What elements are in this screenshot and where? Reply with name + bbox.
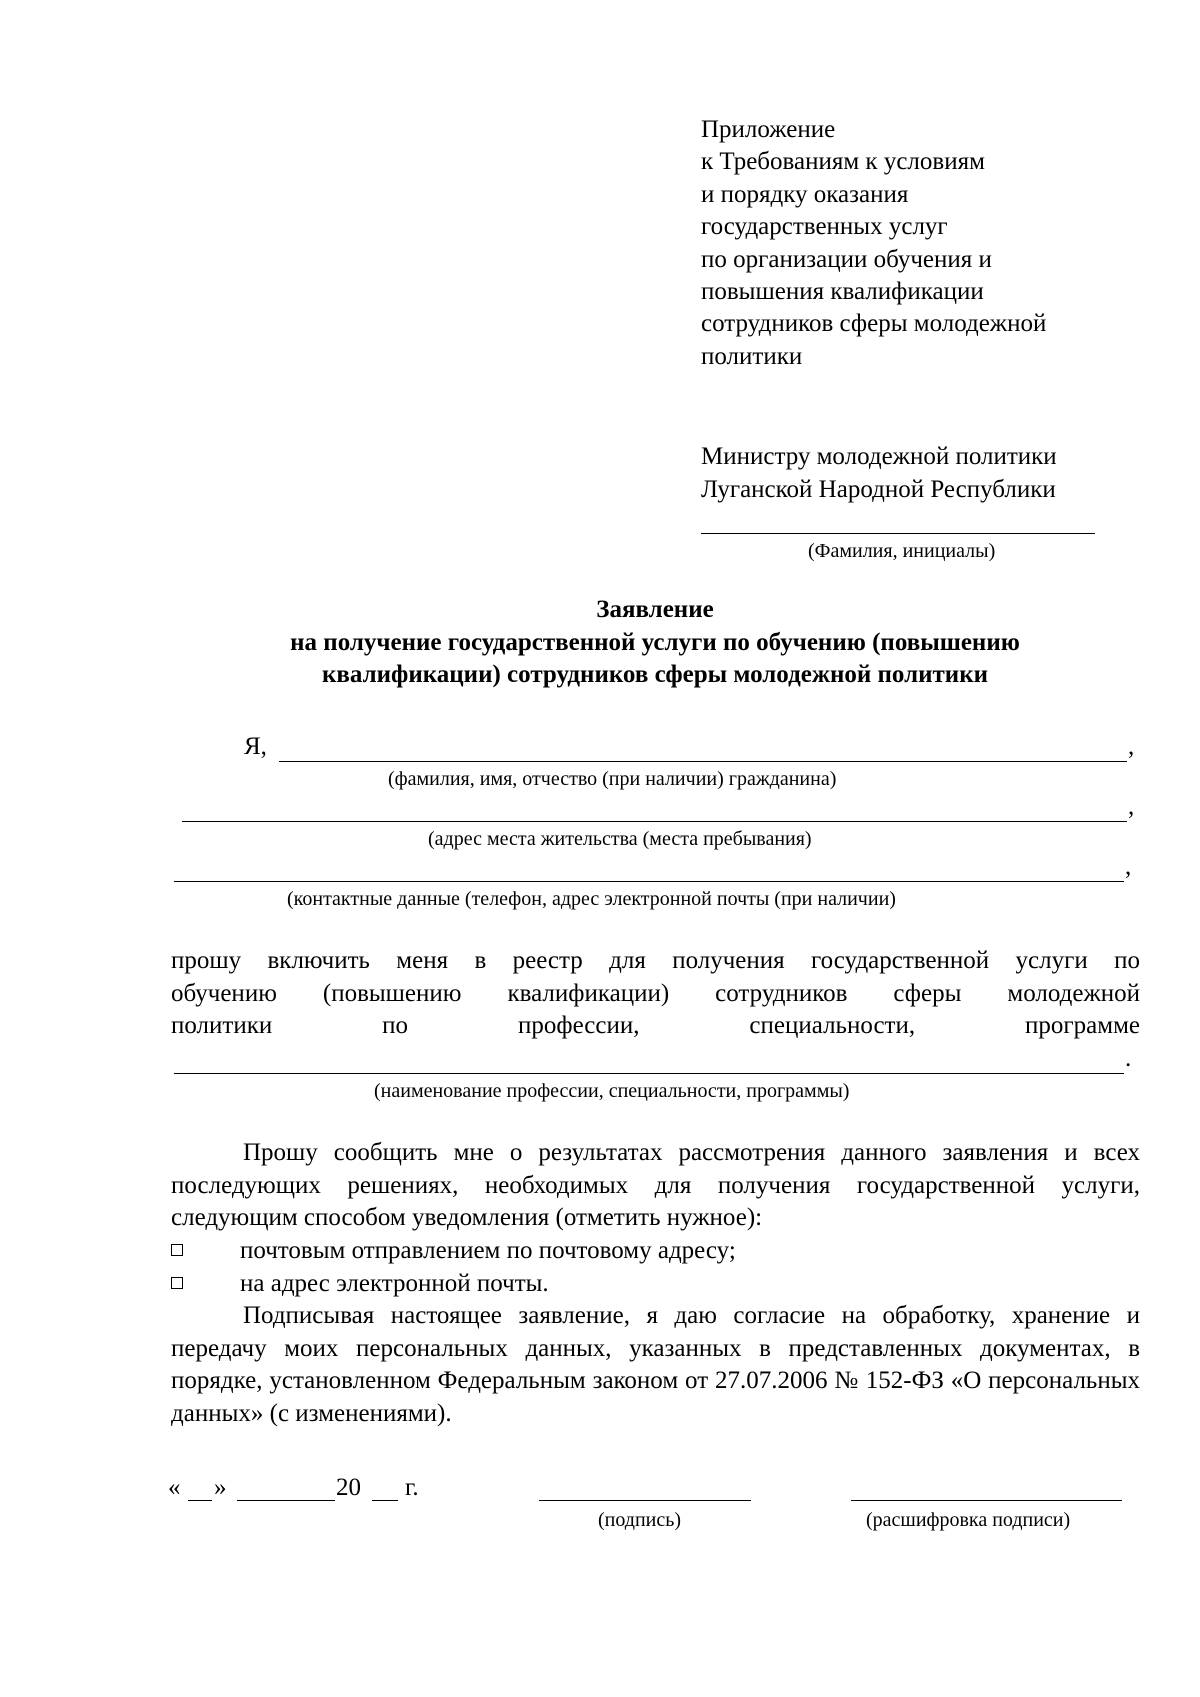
year-suffix: г.: [405, 1474, 419, 1501]
address-field[interactable]: [182, 821, 1127, 822]
applicant-prefix: Я,: [244, 733, 267, 760]
appendix-line: Приложение: [701, 116, 836, 143]
title-heading: Заявление: [596, 596, 714, 623]
period: .: [1125, 1045, 1132, 1072]
request-line: обучению (повышению квалификации) сотрудников сферы молодежной: [171, 979, 1140, 1007]
program-caption: (наименование профессии, специальности, программы): [374, 1080, 850, 1102]
comma: ,: [1125, 853, 1132, 880]
day-field[interactable]: [188, 1500, 212, 1501]
addressee-line: Министру молодежной политики: [701, 443, 1057, 470]
document-title: [170, 594, 1140, 692]
quote-close: »: [214, 1474, 227, 1501]
appendix-line: и порядку оказания: [701, 180, 909, 208]
addressee-block: [701, 440, 1057, 506]
program-field[interactable]: [174, 1073, 1124, 1074]
address-caption: (адрес места жительства (места пребывания): [428, 828, 812, 850]
appendix-line: государственных услуг: [701, 213, 948, 241]
addressee-line: Луганской Народной Республики: [701, 476, 1056, 503]
name-caption: (фамилия, имя, отчество (при наличии) гражданина): [388, 768, 837, 790]
applicant-name-field[interactable]: [279, 761, 1127, 762]
contacts-caption: (контактные данные (телефон, адрес электронной почты (при наличии): [287, 888, 896, 910]
option-postal[interactable]: [171, 1235, 736, 1267]
title-subtitle-line: квалификации) сотрудников сферы молодежной политики: [321, 661, 988, 688]
comma: ,: [1128, 793, 1135, 820]
month-field[interactable]: [237, 1500, 335, 1501]
notification-paragraph: Прошу сообщить мне о результатах рассмотрения данного заявления и всех последующих решениях, необходимых для получения государственной услуги, следующим способом уведомления (отметить нужное):: [171, 1139, 1140, 1231]
quote-open: «: [168, 1474, 181, 1501]
addressee-caption: (Фамилия, инициалы): [808, 540, 996, 562]
title-subtitle-line: на получение государственной услуги по обучению (повышению: [290, 628, 1020, 656]
decoding-caption: (расшифровка подписи): [866, 1509, 1071, 1531]
consent-paragraph: Подписывая настоящее заявление, я даю согласие на обработку, хранение и передачу моих персональных данных, указанных в представленных документах, в порядке, установленном Федеральным законом от 27.07.2006 № 152-ФЗ «О персональных данных» (с изменениями).: [171, 1302, 1140, 1427]
contacts-field[interactable]: [174, 881, 1124, 882]
appendix-line: повышения квалификации: [701, 278, 984, 306]
appendix-block: [701, 114, 1046, 373]
appendix-line: к Требованиям к условиям: [701, 148, 985, 176]
signature-caption: (подпись): [598, 1509, 682, 1531]
signature-decoding-field[interactable]: [851, 1500, 1122, 1501]
request-paragraph: [171, 945, 1140, 1043]
checkbox-email[interactable]: [171, 1277, 183, 1289]
option-email-label: на адрес электронной почты.: [240, 1270, 549, 1297]
appendix-line: политики: [701, 342, 803, 370]
year-prefix: 20: [336, 1474, 361, 1501]
comma: ,: [1128, 733, 1135, 760]
option-postal-label: почтовым отправлением по почтовому адресу;: [240, 1237, 736, 1264]
addressee-name-field[interactable]: [701, 533, 1095, 534]
checkbox-postal[interactable]: [171, 1244, 183, 1256]
appendix-line: сотрудников сферы молодежной: [701, 310, 1047, 338]
option-email[interactable]: [171, 1268, 549, 1300]
signature-field[interactable]: [539, 1500, 751, 1501]
year-field[interactable]: [372, 1500, 398, 1501]
request-line: политики по профессии, специальности, программе: [171, 1012, 1140, 1039]
appendix-line: по организации обучения и: [701, 245, 992, 273]
request-line: прошу включить меня в реестр для получения государственной услуги по: [171, 947, 1140, 974]
